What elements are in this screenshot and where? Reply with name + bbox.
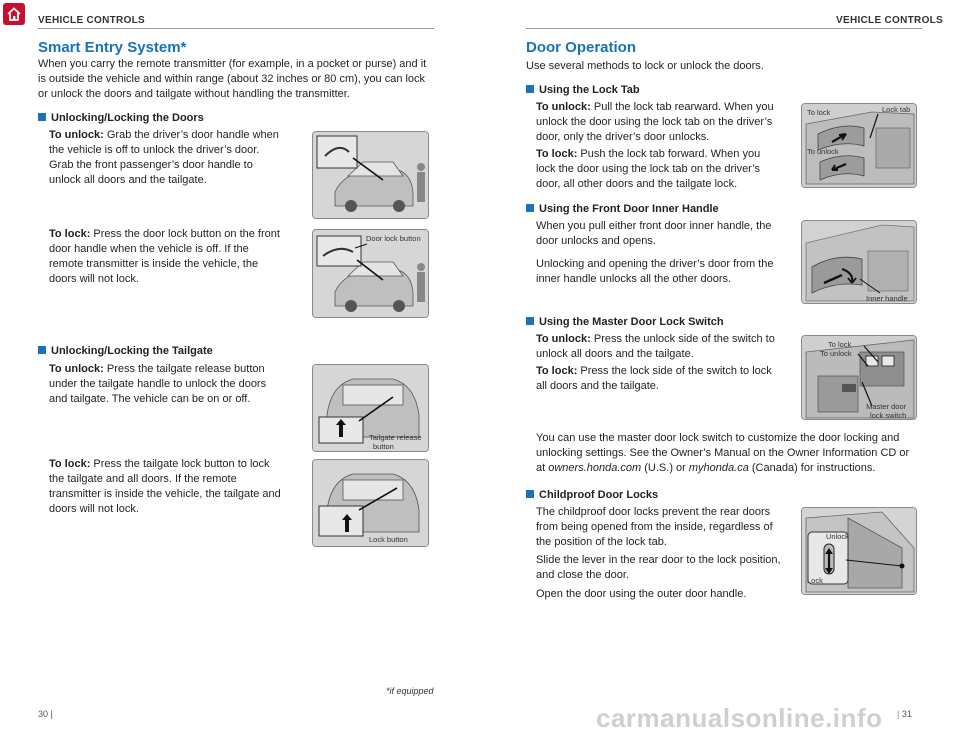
page-number-right: | 31 bbox=[897, 709, 912, 719]
subhead-childproof: Childproof Door Locks bbox=[526, 489, 658, 501]
figure-door-lock-button bbox=[312, 229, 429, 318]
page-number-left: 30 | bbox=[38, 709, 53, 719]
caption-master-switch: Master door lock switch bbox=[866, 402, 907, 420]
caption-lock-tab: Lock tab bbox=[882, 105, 911, 114]
square-bullet-icon bbox=[526, 317, 534, 325]
header-rule-right bbox=[526, 28, 922, 29]
square-bullet-icon bbox=[38, 346, 46, 354]
link-myhonda[interactable]: myhonda.ca bbox=[688, 462, 749, 474]
section-header-right: VEHICLE CONTROLS bbox=[836, 15, 944, 26]
caption-lock: Lock bbox=[807, 576, 823, 585]
master-note: You can use the master door lock switch to customize the door locking and unlocking settings. See the Owner’s Manual on the Owner Information CD or at owners.honda.com (U.S.) or myhonda.ca (Canada) for instructions. bbox=[536, 432, 910, 474]
figure-tailgate-lock-button bbox=[312, 459, 429, 547]
square-bullet-icon bbox=[38, 113, 46, 121]
figure-master-switch bbox=[801, 335, 917, 420]
childproof-text-3: Open the door using the outer door handle. bbox=[536, 588, 747, 600]
childproof-text-1: The childproof door locks prevent the rear doors from being opened from the inside, regardless of the position of the lock tab. bbox=[536, 506, 773, 548]
subhead-lock-tab: Using the Lock Tab bbox=[526, 84, 640, 96]
section-header-left: VEHICLE CONTROLS bbox=[38, 15, 146, 26]
subhead-master-switch: Using the Master Door Lock Switch bbox=[526, 316, 724, 328]
doors-lock-text: To lock: Press the door lock button on the front door handle when the vehicle is off. If the remote transmitter is inside the vehicle, the doors will not lock. bbox=[49, 228, 280, 285]
caption-tailgate-release: Tailgate release button bbox=[369, 433, 422, 451]
caption-to-unlock: To unlock bbox=[807, 147, 839, 156]
caption-door-lock-button: Door lock button bbox=[366, 234, 421, 243]
door-operation-intro: Use several methods to lock or unlock the doors. bbox=[526, 60, 764, 72]
footnote: *if equipped bbox=[386, 686, 434, 696]
home-icon[interactable] bbox=[3, 3, 25, 25]
figure-inner-handle bbox=[801, 220, 917, 304]
doors-unlock-text: To unlock: Grab the driver’s door handle when the vehicle is off to unlock the driver’s door. Grab the front passenger’s door handle to unlock all doors and the tailgate. bbox=[49, 129, 279, 186]
page-title-right: Door Operation bbox=[526, 39, 637, 56]
caption-master-to-lock: To lock bbox=[828, 340, 852, 349]
caption-lock-button: Lock button bbox=[369, 535, 408, 544]
page-title-left: Smart Entry System* bbox=[38, 39, 187, 56]
tailgate-lock-text: To lock: Press the tailgate lock button to lock the tailgate and all doors. If the remote transmitter is inside the vehicle, the tailgate and doors will not lock. bbox=[49, 458, 281, 515]
master-lock-text: To lock: Press the lock side of the switch to lock all doors and the tailgate. bbox=[536, 365, 772, 392]
figure-tailgate-release bbox=[312, 364, 429, 452]
subhead-inner-handle: Using the Front Door Inner Handle bbox=[526, 203, 719, 215]
master-unlock-text: To unlock: Press the unlock side of the switch to unlock all doors and the tailgate. bbox=[536, 333, 775, 360]
square-bullet-icon bbox=[526, 204, 534, 212]
watermark: carmanualsonline.info bbox=[596, 703, 883, 733]
childproof-text-2: Slide the lever in the rear door to the lock position, and close the door. bbox=[536, 554, 781, 581]
smart-entry-intro: When you carry the remote transmitter (for example, in a pocket or purse) and it is outside the vehicle and within range (about 32 inches or 80 cm), you can lock or unlock the doors and tailgate without handling the transmitter. bbox=[38, 58, 427, 100]
square-bullet-icon bbox=[526, 85, 534, 93]
subhead-tailgate: Unlocking/Locking the Tailgate bbox=[38, 345, 213, 357]
figure-lock-tab bbox=[801, 103, 917, 188]
header-rule-left bbox=[38, 28, 434, 29]
inner-handle-text-1: When you pull either front door inner handle, the door unlocks and opens. bbox=[536, 220, 772, 247]
caption-inner-handle: Inner handle bbox=[866, 294, 908, 303]
locktab-unlock-text: To unlock: Pull the lock tab rearward. When you unlock the door using the lock tab on the driver’s door, only the driver’s door unlocks. bbox=[536, 101, 774, 143]
link-owners-honda[interactable]: owners.honda.com bbox=[548, 462, 642, 474]
square-bullet-icon bbox=[526, 490, 534, 498]
caption-to-lock: To lock bbox=[807, 108, 831, 117]
caption-unlock: Unlock bbox=[826, 532, 849, 541]
figure-childproof-lock bbox=[801, 507, 917, 595]
inner-handle-text-2: Unlocking and opening the driver’s door from the inner handle unlocks all the other doors. bbox=[536, 258, 774, 285]
subhead-doors: Unlocking/Locking the Doors bbox=[38, 112, 204, 124]
caption-master-to-unlock: To unlock bbox=[820, 349, 852, 358]
tailgate-unlock-text: To unlock: Press the tailgate release button under the tailgate handle to unlock the doors and tailgate. The vehicle can be on or off. bbox=[49, 363, 267, 405]
locktab-lock-text: To lock: Push the lock tab forward. When you lock the door using the lock tab on the driver’s door, all other doors and the tailgate lock. bbox=[536, 148, 761, 190]
figure-door-handle-unlock bbox=[312, 131, 429, 219]
